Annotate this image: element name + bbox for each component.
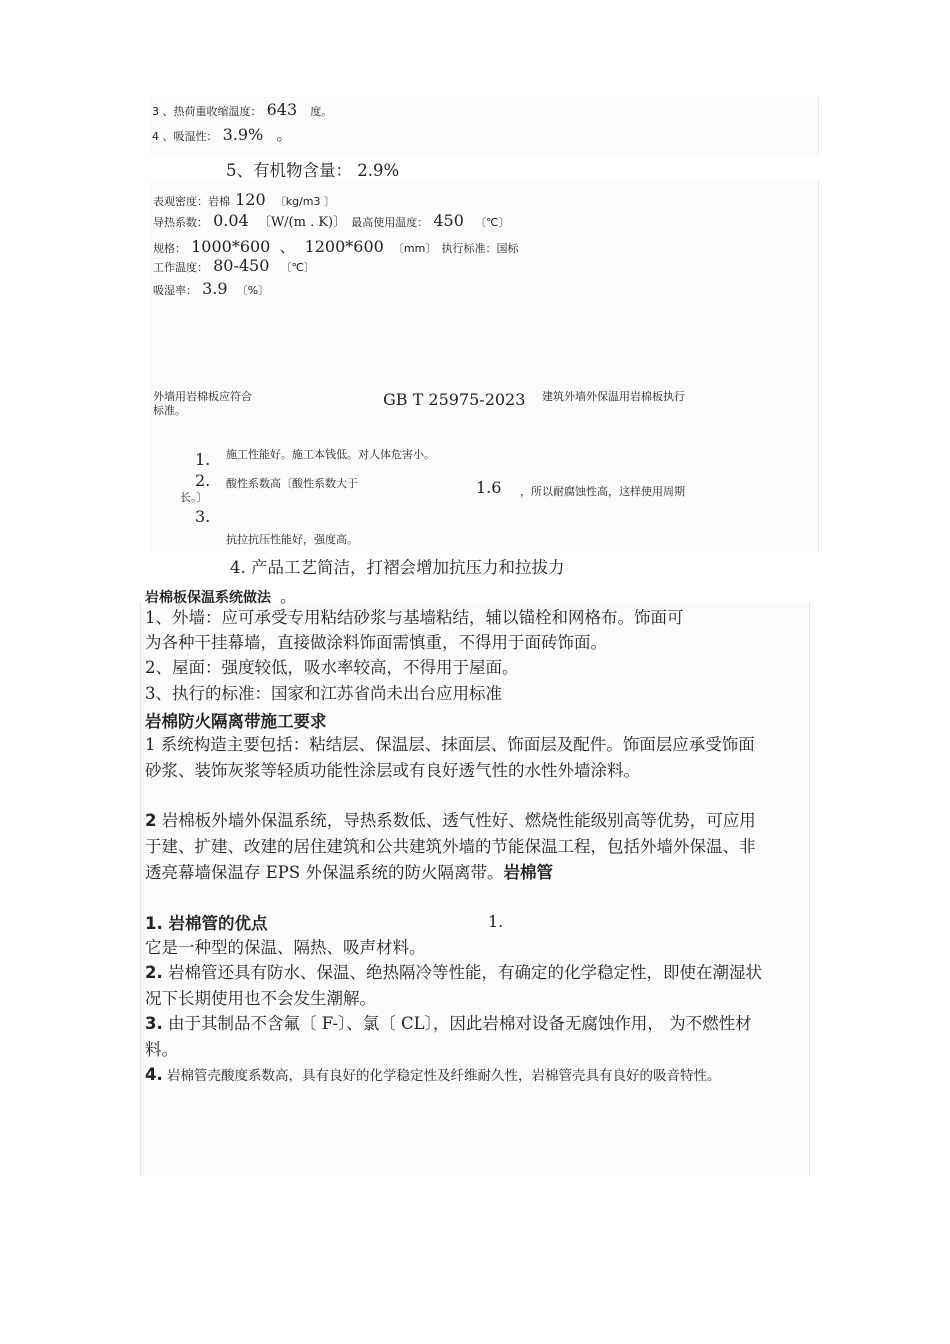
system-p2: 2、屋面：强度较低，吸水率较高，不得用于屋面。	[145, 658, 519, 677]
spec-conductivity: 导热系数： 0.04 〔W/(m . K)〕 最高使用温度： 450 〔℃〕	[153, 211, 510, 230]
pipe-adv-heading: 1. 岩棉管的优点	[145, 914, 268, 933]
system-p1-line1: 1、外墙：应可承受专用粘结砂浆与基墙粘结，辅以锚栓和网格布。饰面可	[145, 608, 684, 627]
system-heading: 岩棉板保温系统做法 。	[145, 587, 297, 606]
shrink-temp-line: 3 、热荷重收缩温度： 643 度。	[152, 100, 333, 119]
system-p3: 3、执行的标准：国家和江苏省尚未出台应用标准	[145, 684, 502, 703]
feature-text-3: 抗拉抗压性能好，强度高。	[226, 533, 358, 546]
feature-text-2-cont: 长。〕	[180, 491, 208, 504]
feature-num-2: 2.	[195, 471, 211, 490]
feature-text-2: 酸性系数高〔酸性系数大于	[226, 477, 358, 490]
feature-num-1: 1.	[195, 450, 211, 469]
feature-item-4: 4. 产品工艺简洁，打褶会增加抗压力和拉拔力	[230, 558, 565, 577]
fire-p2: 2 岩棉板外墙外保温系统，导热系数低、透气性好、燃烧性能级别高等优势，可应用于建、扩建、改建的居住建筑和公共建筑外墙的节能保温工程，包括外墙外保温、非透亮幕墙保温存 EPS 外保温系统的防火隔离带。岩棉管	[145, 811, 756, 882]
spec-work-temp: 工作温度： 80-450 〔℃〕	[153, 256, 315, 275]
organic-content-line: 5、有机物含量： 2.9%	[226, 161, 400, 180]
spec-density: 表观密度：岩棉 120 〔kg/m3 〕	[153, 190, 336, 209]
shrink-temp-value: 643	[266, 100, 298, 119]
feature-text-1: 施工性能好。施工本钱低。对人体危害小。	[226, 448, 435, 461]
pipe-p1: 它是一种型的保温、隔热、吸声材料。	[145, 938, 426, 957]
pipe-p4: 4. 岩棉管壳酸度系数高，具有良好的化学稳定性及纤维耐久性，岩棉管壳具有良好的吸音特性。	[145, 1065, 721, 1084]
moisture-line: 4 、吸湿性： 3.9% 。	[152, 125, 293, 144]
standard-left-line2: 标准。	[153, 404, 186, 417]
standard-left-line1: 外墙用岩棉板应符合	[153, 390, 252, 403]
system-p1-line2: 为各种干挂幕墙，直接做涂料饰面需慎重，不得用于面砖饰面。	[145, 633, 607, 652]
pipe-p3: 3. 由于其制品不含氟〔 F-〕、氯〔 CL〕，因此岩棉对设备无腐蚀作用， 为不燃性材料。	[145, 1014, 752, 1059]
feature-acid-value: 1.6	[476, 478, 502, 497]
pipe-heading: 岩棉管	[503, 863, 553, 882]
pipe-p2: 2. 岩棉管还具有防水、保温、绝热隔冷等性能，有确定的化学稳定性，即使在潮湿状况下长期使用也不会发生潮解。	[145, 963, 762, 1008]
moisture-value: 3.9%	[222, 125, 264, 144]
spec-moisture: 吸湿率： 3.9 〔%〕	[153, 279, 270, 298]
pipe-adv-marker: 1.	[488, 912, 504, 931]
feature-num-3: 3.	[195, 507, 211, 526]
fire-heading: 岩棉防火隔离带施工要求	[145, 712, 327, 731]
spec-size: 规格： 1000*600 、 1200*600 〔mm〕 执行标准：国标	[153, 237, 519, 256]
standard-code: GB T 25975-2023	[383, 390, 526, 409]
fire-p1: 1 系统构造主要包括：粘结层、保温层、抹面层、饰面层及配件。饰面层应承受饰面砂浆、装饰灰浆等轻质功能性涂层或有良好透气性的水性外墙涂料。	[145, 735, 755, 780]
feature-text-2-tail: ，所以耐腐蚀性高，这样使用周期	[520, 485, 685, 498]
standard-right: 建筑外墙外保温用岩棉板执行	[542, 390, 685, 403]
